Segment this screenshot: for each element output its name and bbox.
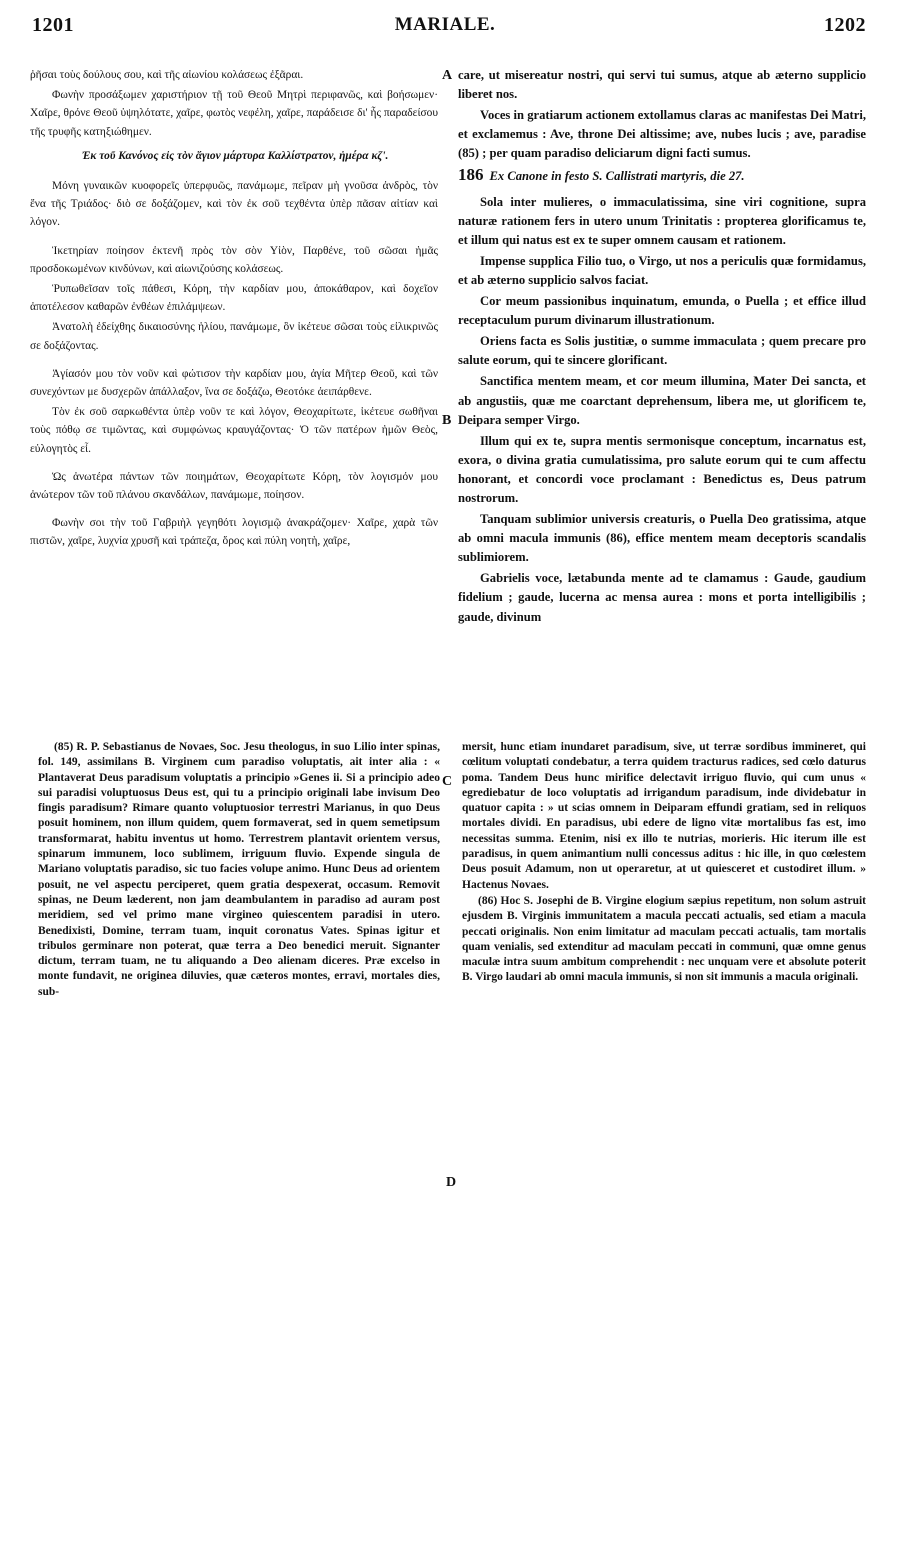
latin-paragraph: Cor meum passionibus inquinatum, emunda, o Puella ; et effice illud receptaculum purum divinarum illustrationum. — [458, 294, 866, 328]
latin-paragraph: Gabrielis voce, lætabunda mente ad te clamamus : Gaude, gaudium fidelium ; gaude, lucerna ac mensa aurea : mons et porta intelligibilis ; gaude, divinum — [458, 571, 866, 624]
latin-paragraph: care, ut misereatur nostri, qui servi tui sumus, atque ab æterno supplicio liberet nos. — [458, 68, 866, 102]
latin-paragraph: Tanquam sublimior universis creaturis, o Puella Deo gratissima, atque ab omni macula immunis (86), effice mentem meam deceptoris scandalis sublimiorem. — [458, 512, 866, 565]
greek-section-heading: Ἐκ τοῦ Κανόνος εἰς τὸν ἅγιον μάρτυρα Καλλίστρατον, ἡμέρα κζ'. — [81, 149, 389, 162]
footnote-85-continued: mersit, hunc etiam inundaret paradisum, sive, ut terræ sordibus immineret, qui cœlitum voluptati condebatur, a terra quidem tracturus radices, sed cœlo daturus poma. Tandem Deus hunc mirifice delectavit irriguo fluvio, qui cum unus « egrediebatur de loco voluptatis ad irrigandum paradisum, inde dividebatur in quatuor capita : » ut scias omnem in Deiparam effundi gratiam, sed in reliquos mortales dividi. En paradisus, ubi edere de ligno vitæ mortalibus fas est, imo necessitas summa. Etenim, nisi ex illo te nutrias, morieris. Hic iterum ille est paradisus, in quem animantium nulli concessus aditus : hic ille, in quo cœlestem Deus posuit Adamum, non ut operaretur, at ut quiesceret et custodiret illum. » Hactenus Novaes. — [462, 741, 866, 891]
footnotes-left — [38, 740, 440, 1530]
greek-paragraph: Ἀνατολὴ ἐδείχθης δικαιοσύνης ἡλίου, πανάμωμε, ὃν ἱκέτευε σῶσαι τοὺς εἰλικρινῶς σε δοξάζοντας. — [30, 321, 438, 352]
greek-paragraph: Ἱκετηρίαν ποίησον ἐκτενῆ πρὸς τὸν σὸν Υἱὸν, Παρθένε, τοῦ σῶσαι ἡμᾶς προσδοκωμένων κινδύνων, καὶ αἰωνιζούσης κολάσεως. — [30, 244, 438, 275]
greek-paragraph: ῥῆσαι τοὺς δούλους σου, καὶ τῆς αἰωνίου κολάσεως ἐξᾶραι. — [30, 69, 304, 81]
latin-paragraph: Illum qui ex te, supra mentis sermonisque conceptum, incarnatus est, exora, o divina gratia cumulatissima, pro salute eorum qui te cum affectu honorant, et concordi voce proclamant : Benedictus es, Deus patrum nostrorum. — [458, 433, 866, 505]
latin-paragraph: Impense supplica Filio tuo, o Virgo, ut nos a periculis quæ formidamus, et ab æterno supplicio salvos faciat. — [458, 253, 866, 287]
page-number-right: 1202 — [824, 14, 866, 36]
latin-paragraph: Sola inter mulieres, o immaculatissima, sine viri cognitione, supra naturæ rationem fers in utero unum Trinitatis : propterea glorificamus te, et illum qui natus est ex te super omnem causam et rationem. — [458, 194, 866, 247]
column-marker-d: D — [446, 1175, 457, 1190]
column-marker-c: C — [442, 774, 453, 789]
greek-paragraph: Ὡς ἀνωτέρα πάντων τῶν ποιημάτων, Θεοχαρίτωτε Κόρη, τὸν λογισμόν μου ἀνώτερον τῶν τοῦ πλάνου σκανδάλων, πανάμωμε, ποίησον. — [30, 470, 438, 502]
latin-paragraph: Oriens facta es Solis justitiæ, o summe immaculata ; quem precare pro salute eorum, qui te sincere glorificant. — [458, 334, 866, 368]
section-number: 186 — [458, 165, 484, 185]
greek-paragraph: Ῥυπωθεῖσαν τοῖς πάθεσι, Κόρη, τὴν καρδίαν μου, ἀποκάθαρον, καὶ δοχεῖον ἀποτέλεσον καθαρῶν ἐνθέων ἐπιλάμψεων. — [30, 283, 438, 314]
greek-paragraph: Φωνὴν προσάξωμεν χαριστήριον τῇ τοῦ Θεοῦ Μητρὶ περιφανῶς, καὶ βοήσωμεν· Χαῖρε, θρόνε Θεοῦ ὑψηλότατε, χαῖρε, φωτὸς νεφέλη, χαῖρε, παράδεισε δι' ἧς παραδείσου τῆς τρυφῆς κατηξιώθημεν. — [30, 89, 438, 138]
running-title: MARIALE. — [394, 14, 496, 35]
running-header — [24, 14, 866, 48]
footnotes-right — [462, 740, 866, 1530]
latin-paragraph: Voces in gratiarum actionem extollamus claras ac manifestas Dei Matri, et exclamemus : Ave, throne Dei altissime; ave, nubes lucis ; ave, paradise (85) ; per quam paradiso deliciarum digni facti sumus. — [458, 108, 866, 161]
greek-paragraph: Φωνὴν σοι τὴν τοῦ Γαβριὴλ γεγηθότι λογισμῷ ἀνακράζομεν· Χαῖρε, χαρὰ τῶν πιστῶν, χαῖρε, λυχνία χρυσῆ καὶ τράπεζα, ὄρος καὶ πύλη νοητὴ, χαῖρε, — [30, 517, 438, 548]
column-marker-b: B — [442, 413, 452, 428]
latin-heading-text: Ex Canone in festo S. Callistrati martyris, die 27. — [489, 169, 745, 184]
column-marker-a: A — [442, 68, 453, 83]
latin-paragraph: Sanctifica mentem meam, et cor meum illumina, Mater Dei sancta, et ab angustiis, quæ me coarctant deprehensum, libera me, ut glorificem te, Deipara semper Virgo. — [458, 374, 866, 427]
greek-paragraph: Μόνη γυναικῶν κυοφορεῖς ὑπερφυῶς, πανάμωμε, πεῖραν μὴ γνοῦσα ἀνδρὸς, τὸν ἕνα τῆς Τριάδος· διὸ σε δοξάζομεν, καὶ τὸν ἐκ σοῦ τεχθέντα ὑπὲρ πᾶσαν αἰτίαν καὶ λόγον. — [30, 180, 438, 229]
page-number-left: 1201 — [32, 14, 74, 36]
latin-column — [458, 66, 866, 734]
greek-paragraph: Ἁγίασόν μου τὸν νοῦν καὶ φώτισον τὴν καρδίαν μου, ἁγία Μῆτερ Θεοῦ, καὶ τῶν συνεχόντων με δυσχερῶν ἀπάλλαξον, ἵνα σε δοξάζω, Θεοτόκε ἀειπάρθενε. — [30, 367, 438, 399]
greek-column — [30, 66, 438, 734]
greek-paragraph: Τὸν ἐκ σοῦ σαρκωθέντα ὑπὲρ νοῦν τε καὶ λόγον, Θεοχαρίτωτε, ἱκέτευε σωθῆναι τοὺς πόθῳ σε τιμῶντας, καὶ συμφώνως κραυγάζοντας· Ὁ τῶν πατέρων ἡμῶν Θεὸς, εὐλογητὸς εἶ. — [30, 406, 438, 455]
footnote-85: (85) R. P. Sebastianus de Novaes, Soc. Jesu theologus, in suo Lilio inter spinas, fol. 149, assimilans B. Virginem cum paradiso voluptatis, ait inter alia : « Plantaverat Deus paradisum voluptatis a principio »Genes ii. Si a principio adeo sui paradisi voluptuosus Deus est, qui tu a principio originali labe invisum Deo fingis paradisum? Rimare quanto voluptuosior terrestri Marianus, in quo Deus posuit hominem, non illum quidem, quem formaverat, sed in quem semetipsum transformarat, habitu inventus ut homo. Terrestrem plantavit orientem versus, spinarum immunem, loco sublimem, irriguum fluvio. Expende singula de Mariano voluptatis paradiso, sic tuo facies volupe animo. Hunc Deus ad orientem posuit, ne vel aspectu perciperet, quem gratia despexerat, occasum. Removit spinas, ne Deum læderent, non jam deambulantem in paradiso ad auram post meridiem, sed vel primo mane virgineo quiescentem paradisi in utero. Benedixisti, Domine, terram tuam, inquit coronatus Vates. Spinas igitur et tribulos germinare non poterat, quæ terra a Deo benedici meruit. Signanter dictum, terram tuam, ne tu aliquando a Deo alienam diceres. Præ excelso in monte fundavit, ne originea diluvies, quæ cæteros montes, erravi, mortales dies, sub- — [38, 741, 440, 998]
latin-section-heading — [458, 165, 866, 186]
footnote-86: (86) Hoc S. Josephi de B. Virgine elogium sæpius repetitum, non solum astruit ejusdem B. Virginis immunitatem a macula peccati actualis, sed etiam a macula peccati originalis. Non enim limitatur ad maculam peccati actualis, tam mortalis quam venialis, sed extenditur ad maculam peccati in communi, quæ omne genus maculæ intra suum ambitum comprehendit : nec unquam vere et absolute poterit B. Virgo laudari ab omni macula immunis, si non sit immunis a macula originali. — [462, 894, 866, 984]
